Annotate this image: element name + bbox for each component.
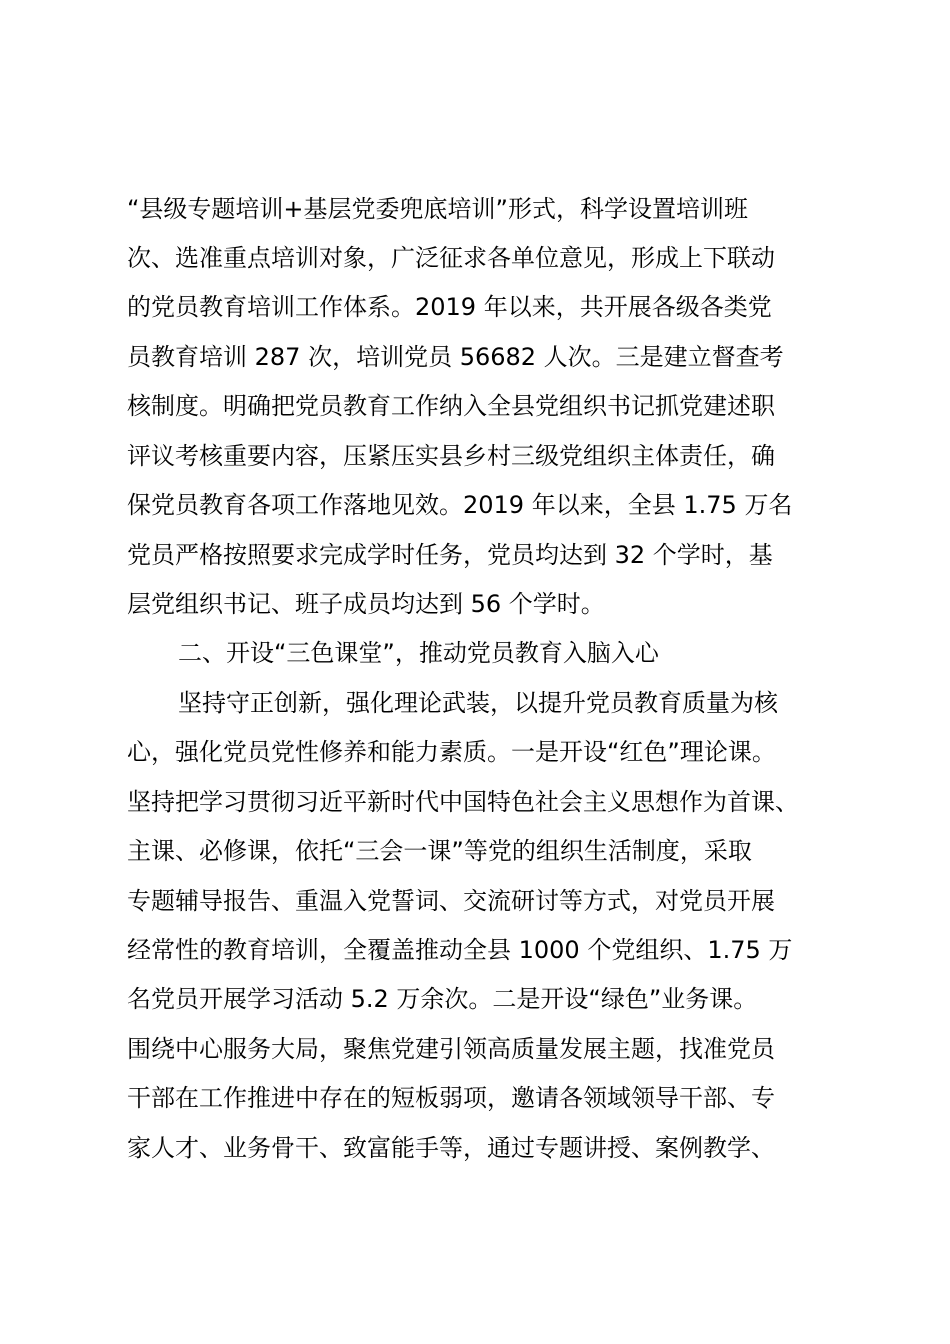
paragraph-line: 干部在工作推进中存在的短板弱项，邀请各领域领导干部、专 [127,1084,775,1112]
paragraph-line: 专题辅导报告、重温入党誓词、交流研讨等方式，对党员开展 [127,887,775,915]
paragraph-line: 经常性的教育培训，全覆盖推动全县 1000 个党组织、1.75 万 [127,936,793,964]
paragraph-line: 次、选准重点培训对象，广泛征求各单位意见，形成上下联动 [127,244,775,272]
paragraph-line: 名党员开展学习活动 5.2 万余次。二是开设“绿色”业务课。 [127,985,758,1013]
paragraph-line: 坚持把学习贯彻习近平新时代中国特色社会主义思想作为首课、 [127,788,799,816]
paragraph-line: 核制度。明确把党员教育工作纳入全县党组织书记抓党建述职 [127,392,775,420]
paragraph-line: 围绕中心服务大局，聚焦党建引领高质量发展主题，找准党员 [127,1035,775,1063]
paragraph-line: 层党组织书记、班子成员均达到 56 个学时。 [127,590,605,618]
paragraph-line: 评议考核重要内容，压紧压实县乡村三级党组织主体责任，确 [127,442,775,470]
paragraph-line: 坚持守正创新，强化理论武装，以提升党员教育质量为核 [178,689,778,717]
paragraph-line: 心，强化党员党性修养和能力素质。一是开设“红色”理论课。 [127,738,776,766]
paragraph-line: “县级专题培训+基层党委兜底培训”形式，科学设置培训班 [127,195,748,223]
paragraph-line: 的党员教育培训工作体系。2019 年以来，共开展各级各类党 [127,293,772,321]
paragraph-line: 主课、必修课，依托“三会一课”等党的组织生活制度，采取 [127,837,752,865]
paragraph-line: 保党员教育各项工作落地见效。2019 年以来，全县 1.75 万名 [127,491,793,519]
section-heading: 二、开设“三色课堂”，推动党员教育入脑入心 [178,639,659,667]
paragraph-line: 员教育培训 287 次，培训党员 56682 人次。三是建立督查考 [127,343,784,371]
paragraph-line: 党员严格按照要求完成学时任务，党员均达到 32 个学时，基 [127,541,773,569]
paragraph-line: 家人才、业务骨干、致富能手等，通过专题讲授、案例教学、 [127,1134,775,1162]
